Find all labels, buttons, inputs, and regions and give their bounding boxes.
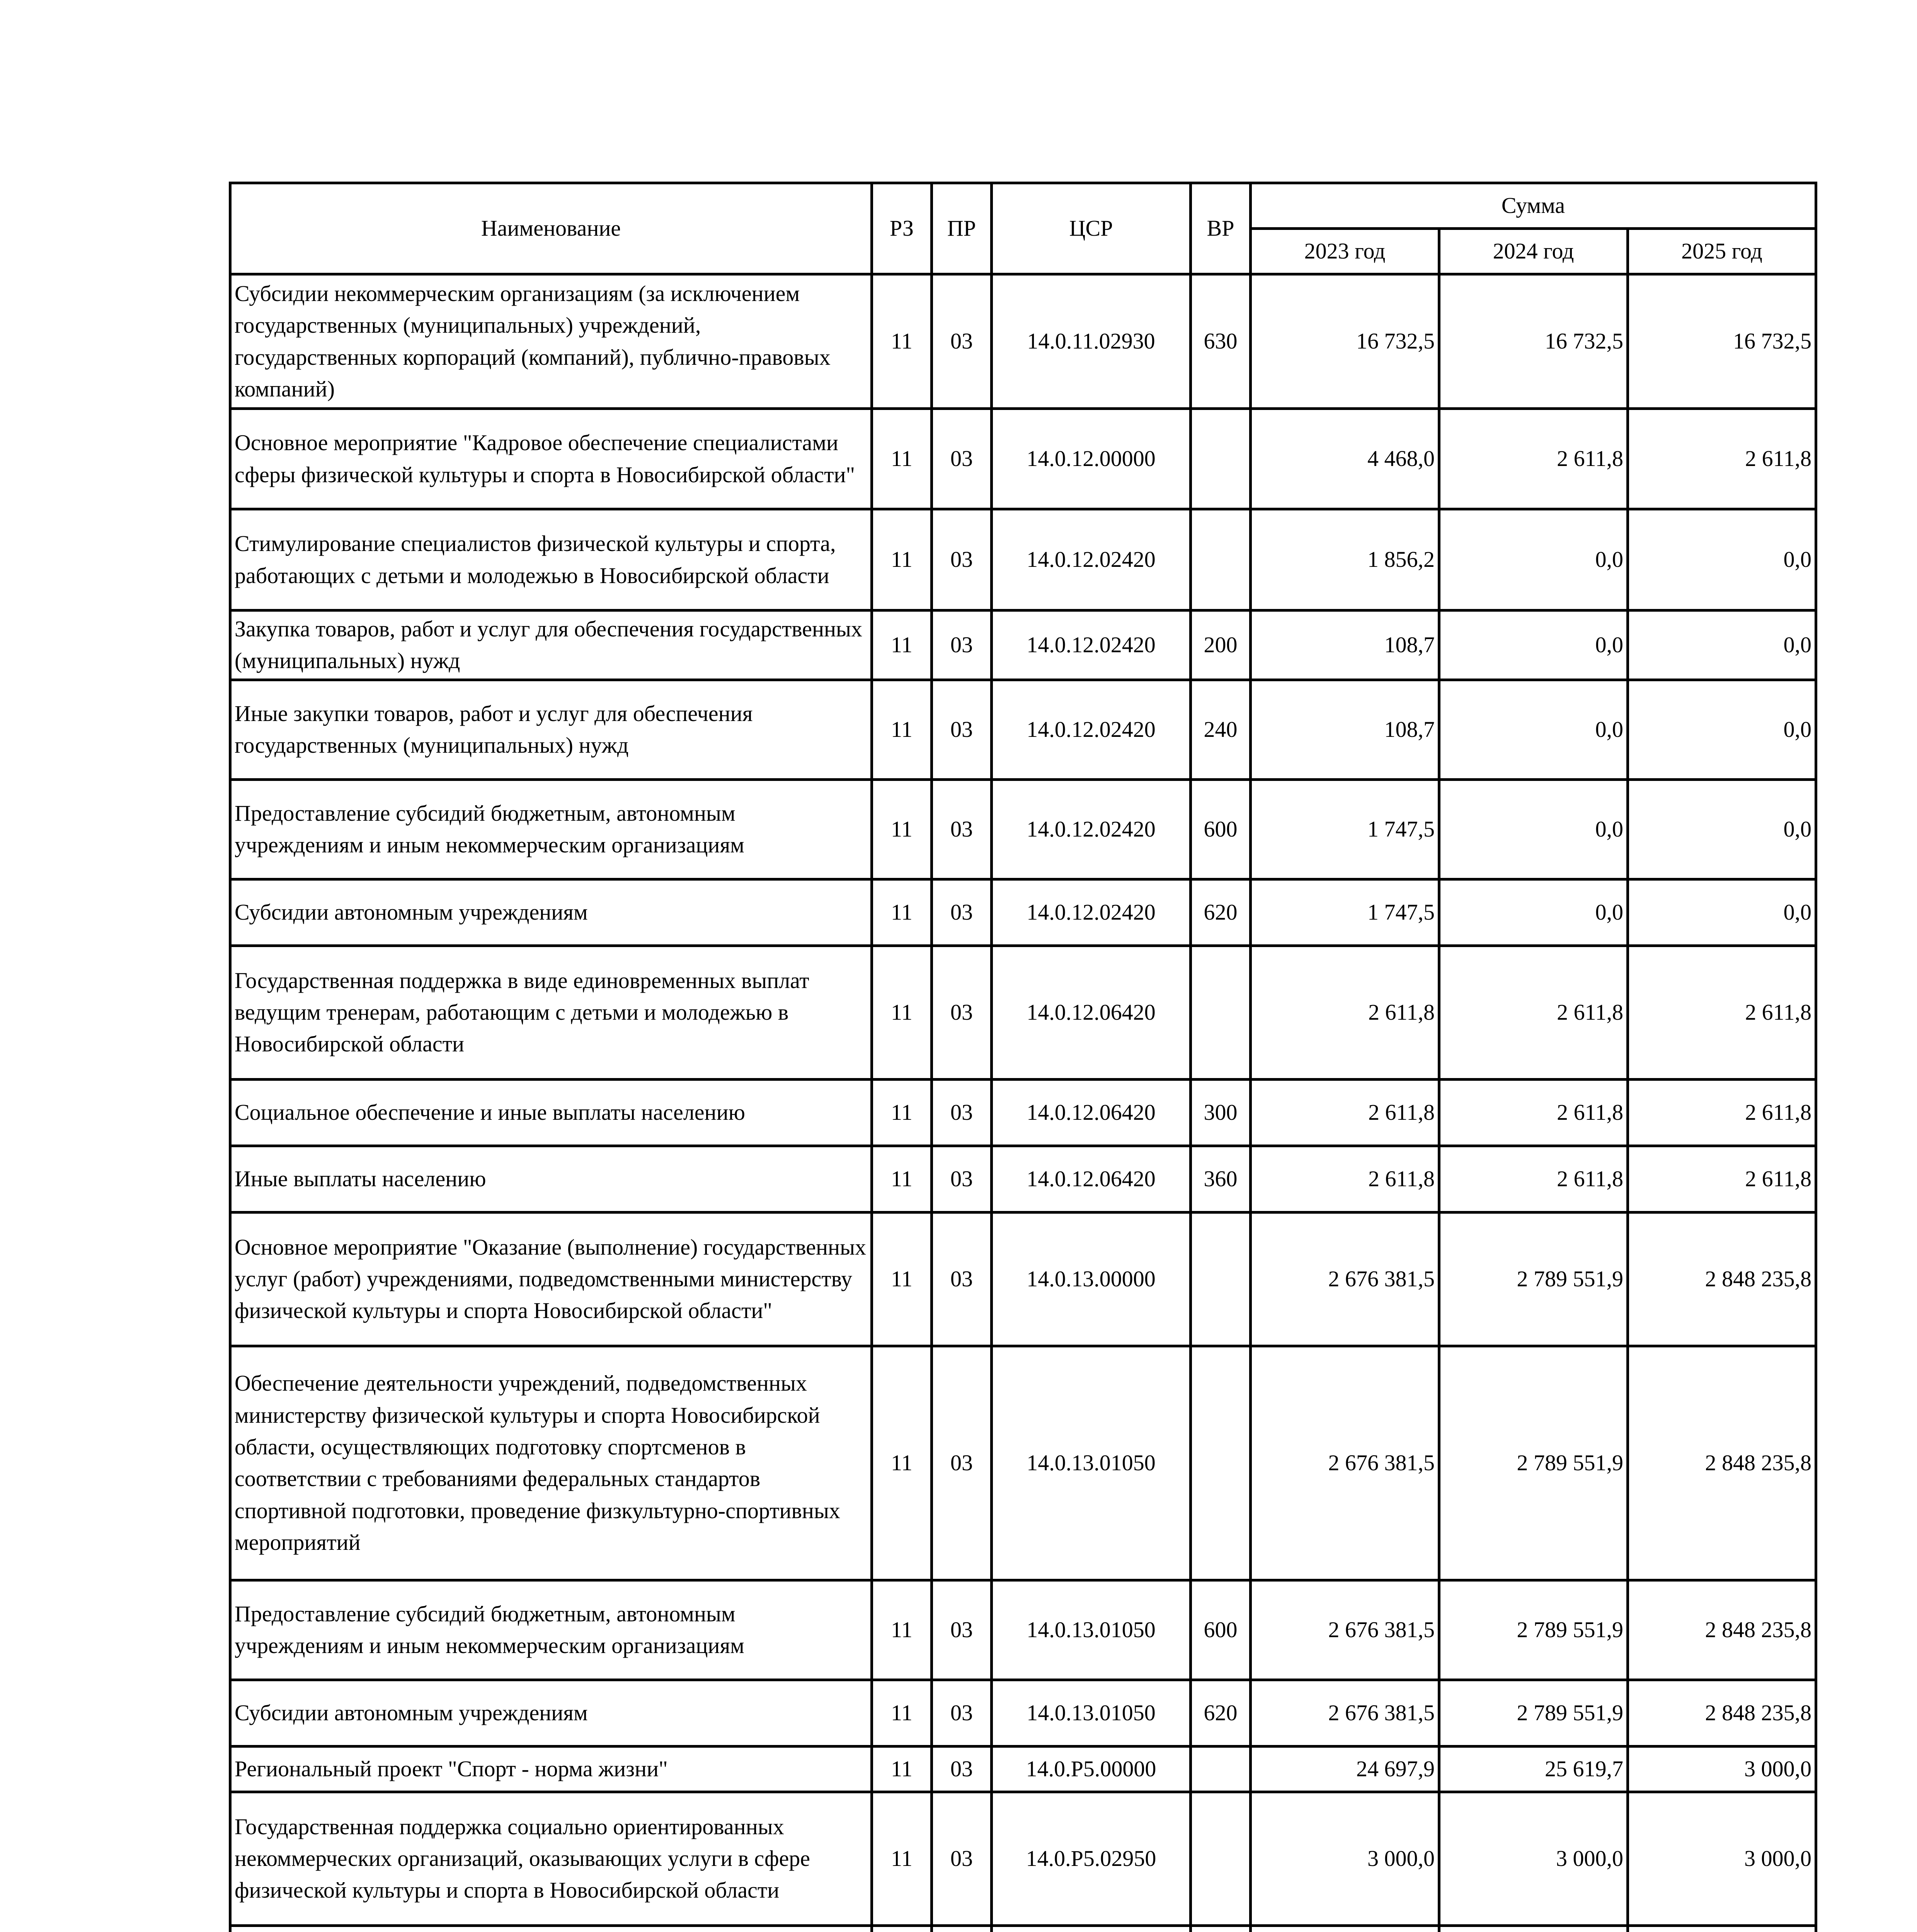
row-amount-2025: 0,0 (1628, 509, 1816, 611)
table-row (230, 509, 1816, 611)
row-amount-2024: 2 789 551,9 (1439, 1212, 1628, 1346)
row-pr: 03 (932, 509, 992, 611)
row-name: Иные закупки товаров, работ и услуг для обеспечения государственных (муниципальных) нужд (230, 680, 872, 779)
row-vr (1191, 1792, 1251, 1925)
row-name: Субсидии автономным учреждениям (230, 1680, 872, 1746)
row-pr: 03 (932, 1792, 992, 1925)
row-csr: 14.0.13.01050 (992, 1346, 1191, 1580)
header-pr: ПР (932, 183, 992, 274)
row-name: Предоставление субсидий бюджетным, автономным учреждениям и иным некоммерческим организациям (230, 1580, 872, 1680)
row-name: Субсидии некоммерческим организациям (за исключением государственных (муниципальных) учреждений, государственных корпораций (компаний), публично-правовых компаний) (230, 274, 872, 409)
table-row (230, 946, 1816, 1079)
row-vr: 630 (1191, 274, 1251, 409)
header-rz: РЗ (872, 183, 932, 274)
row-pr: 03 (932, 1680, 992, 1746)
header-year-2025: 2025 год (1628, 229, 1816, 274)
row-amount-2023: 24 697,9 (1251, 1746, 1439, 1792)
table-row (230, 1346, 1816, 1580)
table-row (230, 680, 1816, 779)
table-row (230, 611, 1816, 680)
row-name: Субсидии автономным учреждениям (230, 879, 872, 946)
row-amount-2025: 0,0 (1628, 680, 1816, 779)
row-pr: 03 (932, 274, 992, 409)
row-name: Региональный проект "Спорт - норма жизни" (230, 1746, 872, 1792)
row-amount-2024: 0,0 (1439, 611, 1628, 680)
row-csr: 14.0.12.02420 (992, 509, 1191, 611)
row-amount-2023 (1251, 1925, 1439, 1932)
row-csr: 14.0.11.02930 (992, 274, 1191, 409)
row-pr: 03 (932, 779, 992, 879)
table-row (230, 409, 1816, 509)
row-pr (932, 1925, 992, 1932)
row-vr (1191, 409, 1251, 509)
row-name: Государственная поддержка в виде единовременных выплат ведущим тренерам, работающим с детьми и молодежью в Новосибирской области (230, 946, 872, 1079)
table-row (230, 1746, 1816, 1792)
row-name: Обеспечение деятельности учреждений, подведомственных министерству физической культуры и спорта Новосибирской области, осуществляющих подготовку спортсменов в соответствии с требованиями федеральных стандартов спортивной подготовки, проведение физкультурно-спортивных мероприятий (230, 1346, 872, 1580)
row-csr: 14.0.12.06420 (992, 1079, 1191, 1146)
row-rz: 11 (872, 946, 932, 1079)
row-rz: 11 (872, 509, 932, 611)
row-name: Предоставление субсидий бюджетным, автономным учреждениям и иным некоммерческим организациям (230, 779, 872, 879)
row-csr: 14.0.12.02420 (992, 611, 1191, 680)
row-amount-2025: 2 848 235,8 (1628, 1212, 1816, 1346)
row-rz: 11 (872, 1792, 932, 1925)
row-pr: 03 (932, 1079, 992, 1146)
row-name: Иные выплаты населению (230, 1146, 872, 1212)
row-vr: 600 (1191, 779, 1251, 879)
row-rz: 11 (872, 1346, 932, 1580)
table-row (230, 1580, 1816, 1680)
row-vr: 360 (1191, 1146, 1251, 1212)
table-row (230, 274, 1816, 409)
row-amount-2024: 2 611,8 (1439, 409, 1628, 509)
row-pr: 03 (932, 409, 992, 509)
row-rz: 11 (872, 409, 932, 509)
row-csr: 14.0.12.06420 (992, 1146, 1191, 1212)
row-rz: 11 (872, 274, 932, 409)
row-amount-2025: 2 848 235,8 (1628, 1580, 1816, 1680)
row-vr: 600 (1191, 1580, 1251, 1680)
row-amount-2024: 0,0 (1439, 879, 1628, 946)
row-rz: 11 (872, 1212, 932, 1346)
table-row (230, 779, 1816, 879)
row-amount-2023: 2 676 381,5 (1251, 1580, 1439, 1680)
row-csr: 14.0.12.02420 (992, 779, 1191, 879)
row-pr: 03 (932, 879, 992, 946)
row-amount-2025: 2 611,8 (1628, 1146, 1816, 1212)
table-row (230, 1146, 1816, 1212)
row-amount-2024: 0,0 (1439, 509, 1628, 611)
row-vr (1191, 1925, 1251, 1932)
row-rz: 11 (872, 779, 932, 879)
header-year-2023: 2023 год (1251, 229, 1439, 274)
row-name (230, 1925, 872, 1932)
row-amount-2023: 1 856,2 (1251, 509, 1439, 611)
row-rz: 11 (872, 1079, 932, 1146)
row-amount-2024: 2 789 551,9 (1439, 1680, 1628, 1746)
row-vr: 620 (1191, 879, 1251, 946)
row-name: Государственная поддержка социально ориентированных некоммерческих организаций, оказывающих услуги в сфере физической культуры и спорта в Новосибирской области (230, 1792, 872, 1925)
table-row (230, 1212, 1816, 1346)
row-rz: 11 (872, 1146, 932, 1212)
row-amount-2025: 2 848 235,8 (1628, 1346, 1816, 1580)
row-amount-2025: 0,0 (1628, 879, 1816, 946)
row-pr: 03 (932, 1580, 992, 1680)
row-amount-2023: 1 747,5 (1251, 779, 1439, 879)
row-vr: 200 (1191, 611, 1251, 680)
row-amount-2023: 4 468,0 (1251, 409, 1439, 509)
row-amount-2023: 108,7 (1251, 611, 1439, 680)
row-csr: 14.0.13.01050 (992, 1680, 1191, 1746)
row-amount-2024: 25 619,7 (1439, 1746, 1628, 1792)
row-amount-2023: 2 676 381,5 (1251, 1680, 1439, 1746)
row-rz: 11 (872, 879, 932, 946)
row-amount-2025: 2 611,8 (1628, 1079, 1816, 1146)
row-csr: 14.0.13.00000 (992, 1212, 1191, 1346)
row-rz: 11 (872, 1680, 932, 1746)
row-amount-2025 (1628, 1925, 1816, 1932)
row-csr: 14.0.12.00000 (992, 409, 1191, 509)
table-header (230, 183, 1816, 274)
row-amount-2023: 2 611,8 (1251, 946, 1439, 1079)
row-rz: 11 (872, 611, 932, 680)
row-amount-2024: 0,0 (1439, 779, 1628, 879)
row-pr: 03 (932, 1346, 992, 1580)
row-csr (992, 1925, 1191, 1932)
row-amount-2025: 3 000,0 (1628, 1792, 1816, 1925)
row-amount-2024: 2 789 551,9 (1439, 1346, 1628, 1580)
row-amount-2024: 0,0 (1439, 680, 1628, 779)
row-name: Закупка товаров, работ и услуг для обеспечения государственных (муниципальных) нужд (230, 611, 872, 680)
row-rz: 11 (872, 1580, 932, 1680)
row-amount-2025: 2 848 235,8 (1628, 1680, 1816, 1746)
row-name: Основное мероприятие "Кадровое обеспечение специалистами сферы физической культуры и спорта в Новосибирской области" (230, 409, 872, 509)
row-amount-2025: 0,0 (1628, 779, 1816, 879)
row-rz: 11 (872, 1746, 932, 1792)
row-vr (1191, 509, 1251, 611)
row-csr: 14.0.P5.00000 (992, 1746, 1191, 1792)
row-vr: 620 (1191, 1680, 1251, 1746)
table-row (230, 879, 1816, 946)
row-amount-2024: 2 611,8 (1439, 946, 1628, 1079)
row-vr: 300 (1191, 1079, 1251, 1146)
row-amount-2024: 16 732,5 (1439, 274, 1628, 409)
table-row (230, 1925, 1816, 1932)
row-pr: 03 (932, 611, 992, 680)
row-amount-2023: 108,7 (1251, 680, 1439, 779)
header-vr: ВР (1191, 183, 1251, 274)
row-amount-2025: 3 000,0 (1628, 1746, 1816, 1792)
row-pr: 03 (932, 1146, 992, 1212)
row-vr (1191, 1212, 1251, 1346)
row-rz (872, 1925, 932, 1932)
table-row (230, 1079, 1816, 1146)
row-amount-2023: 2 676 381,5 (1251, 1346, 1439, 1580)
header-sum: Сумма (1251, 183, 1816, 229)
header-name: Наименование (230, 183, 872, 274)
row-rz: 11 (872, 680, 932, 779)
row-amount-2024: 2 789 551,9 (1439, 1580, 1628, 1680)
header-csr: ЦСР (992, 183, 1191, 274)
row-csr: 14.0.P5.02950 (992, 1792, 1191, 1925)
row-pr: 03 (932, 1746, 992, 1792)
row-amount-2023: 1 747,5 (1251, 879, 1439, 946)
row-name: Стимулирование специалистов физической культуры и спорта, работающих с детьми и молодежью в Новосибирской области (230, 509, 872, 611)
row-name: Основное мероприятие "Оказание (выполнение) государственных услуг (работ) учреждениями, подведомственными министерству физической культуры и спорта Новосибирской области" (230, 1212, 872, 1346)
row-pr: 03 (932, 680, 992, 779)
row-amount-2024: 2 611,8 (1439, 1146, 1628, 1212)
budget-table (229, 182, 1817, 1932)
table-body (230, 274, 1816, 1932)
row-vr (1191, 946, 1251, 1079)
row-amount-2023: 2 676 381,5 (1251, 1212, 1439, 1346)
row-csr: 14.0.12.02420 (992, 879, 1191, 946)
row-amount-2024: 3 000,0 (1439, 1792, 1628, 1925)
row-amount-2023: 16 732,5 (1251, 274, 1439, 409)
row-amount-2025: 2 611,8 (1628, 409, 1816, 509)
row-amount-2024: 2 611,8 (1439, 1079, 1628, 1146)
row-amount-2025: 2 611,8 (1628, 946, 1816, 1079)
row-amount-2025: 16 732,5 (1628, 274, 1816, 409)
row-vr: 240 (1191, 680, 1251, 779)
row-csr: 14.0.12.06420 (992, 946, 1191, 1079)
row-amount-2024 (1439, 1925, 1628, 1932)
row-amount-2023: 2 611,8 (1251, 1146, 1439, 1212)
row-amount-2023: 2 611,8 (1251, 1079, 1439, 1146)
row-csr: 14.0.13.01050 (992, 1580, 1191, 1680)
row-amount-2023: 3 000,0 (1251, 1792, 1439, 1925)
table-row (230, 1792, 1816, 1925)
row-pr: 03 (932, 946, 992, 1079)
row-vr (1191, 1746, 1251, 1792)
row-vr (1191, 1346, 1251, 1580)
table-row (230, 1680, 1816, 1746)
header-year-2024: 2024 год (1439, 229, 1628, 274)
row-csr: 14.0.12.02420 (992, 680, 1191, 779)
row-amount-2025: 0,0 (1628, 611, 1816, 680)
row-pr: 03 (932, 1212, 992, 1346)
row-name: Социальное обеспечение и иные выплаты населению (230, 1079, 872, 1146)
